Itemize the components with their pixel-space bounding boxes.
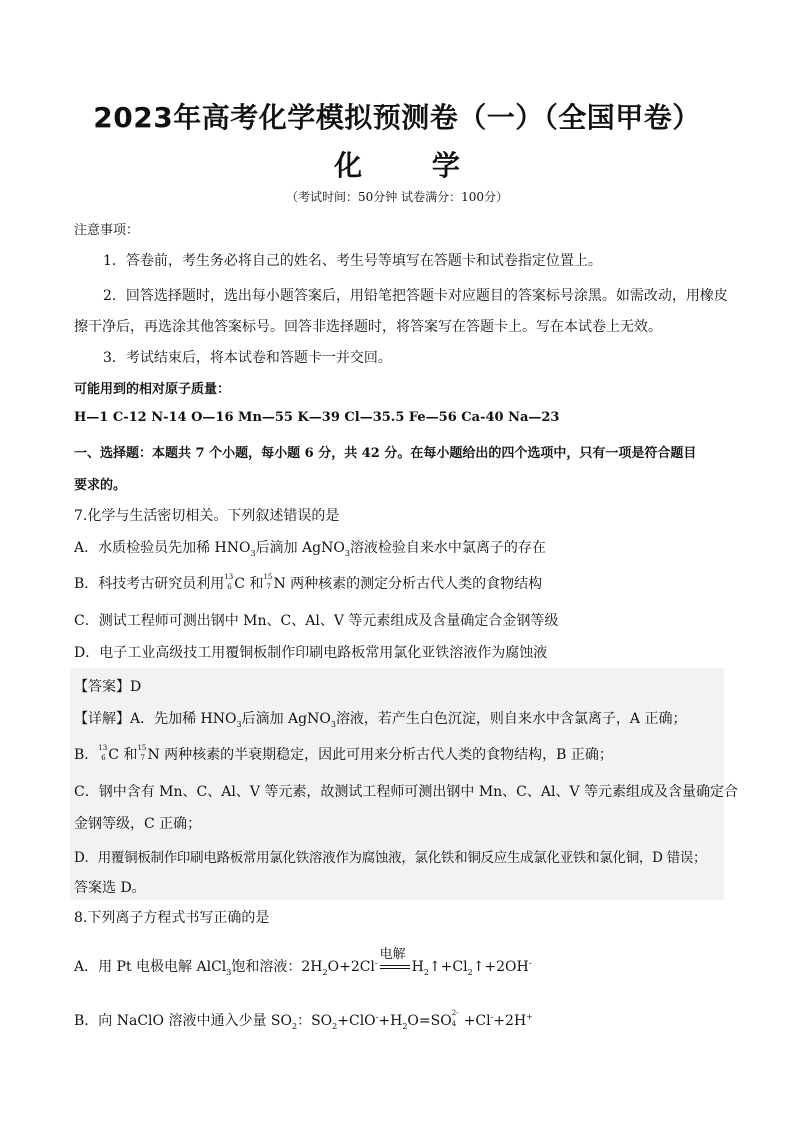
q7-option-d: D．电子工业高级技工用覆铜板制作印刷电路板常用氯化亚铁溶液作为腐蚀液 [74, 645, 548, 661]
electrolysis-equals-sign: 电解 [380, 965, 410, 969]
q7-option-b: B．科技考古研究员利用 13 6 C 和 15 7 N 两种核素的测定分析古代人类的食物结构 [74, 573, 543, 592]
section-instructions: 一、选择题：本题共 7 个小题，每小题 6 分，共 42 分。在每小题给出的四个选项中，只有一项是符合题目 [74, 446, 697, 461]
notice-item-2: 2．回答选择题时，选出每小题答案后，用铅笔把答题卡对应题目的答案标号涂黑。如需改动，用橡皮 [103, 288, 728, 304]
notice-item-1: 1．答卷前，考生务必将自己的姓名、考生号等填写在答题卡和试卷指定位置上。 [103, 253, 602, 269]
atomic-mass-heading: 可能用到的相对原子质量： [74, 382, 231, 397]
q8-option-b: B．向 NaClO 溶液中通入少量 $SO_2$：$SO_2+ClO^-+H_2O=SO$ 2- 4 +Cl-+2H+ [74, 1009, 533, 1031]
q7-answer: 【答案】D [74, 679, 142, 695]
notice-item-3: 3．考试结束后，将本试卷和答题卡一并交回。 [103, 350, 392, 366]
section-instructions-cont: 要求的。 [74, 478, 127, 493]
q7-option-a: A．水质检验员先加稀 $HNO_3$后滴加 AgNO$_3$溶液检验自来水中氯离子的存在 [74, 540, 546, 558]
question-7-stem: 7.化学与生活密切相关。下列叙述错误的是 [74, 508, 340, 524]
q7-detail-c-cont: 金钢等级，C 正确； [74, 816, 202, 832]
subject-heading: 化 学 [334, 149, 490, 182]
q7-option-c: C．测试工程师可测出钢中 Mn、C、Al、V 等元素组成及含量确定合金钢等级 [74, 613, 559, 629]
q7-detail-d: D．用覆铜板制作印刷电路板常用氯化铁溶液作为腐蚀液，氯化铁和铜反应生成氯化亚铁和氯化铜，D 错误； [74, 850, 707, 866]
q8-option-a: A．用 Pt 电极电解 AlCl$_3$饱和溶液：$2H_2O+2Cl^-$ 电解 $H_2↑+Cl_2↑+2OH^-$ [74, 947, 532, 977]
q7-detail-d-cont: 答案选 D。 [74, 880, 146, 896]
page-title: 2023年高考化学模拟预测卷（一）（全国甲卷） [93, 101, 701, 134]
notice-heading: 注意事项： [74, 223, 140, 238]
question-8-stem: 8.下列离子方程式书写正确的是 [74, 910, 270, 926]
sulfate-charge: 2- 4 [451, 1009, 459, 1028]
nitrogen-isotope: 15 7 [263, 573, 273, 591]
q7-detail-a: 【详解】A．先加稀 $HNO_3$后滴加 AgNO$_3$溶液，若产生白色沉淀，则自来水中含氯离子，A 正确； [74, 711, 687, 729]
atomic-mass-values: H—1 C-12 N-14 O—16 Mn—55 K—39 Cl—35.5 Fe—56 Ca-40 Na—23 [74, 410, 560, 425]
q7-detail-b: B． 13 6 C 和 15 7 N 两种核素的半衰期稳定，因此可用来分析古代人类的食物结构，B 正确； [74, 744, 613, 763]
notice-item-2-cont: 擦干净后，再选涂其他答案标号。回答非选择题时，将答案写在答题卡上。写在本试卷上无效。 [74, 319, 662, 335]
carbon-isotope: 13 6 [224, 573, 234, 591]
q7-detail-c: C．钢中含有 Mn、C、Al、V 等元素，故测试工程师可测出钢中 Mn、C、Al、V 等元素组成及含量确定合 [74, 784, 739, 800]
exam-info: （考试时间：50分钟 试卷满分：100分） [286, 190, 508, 204]
